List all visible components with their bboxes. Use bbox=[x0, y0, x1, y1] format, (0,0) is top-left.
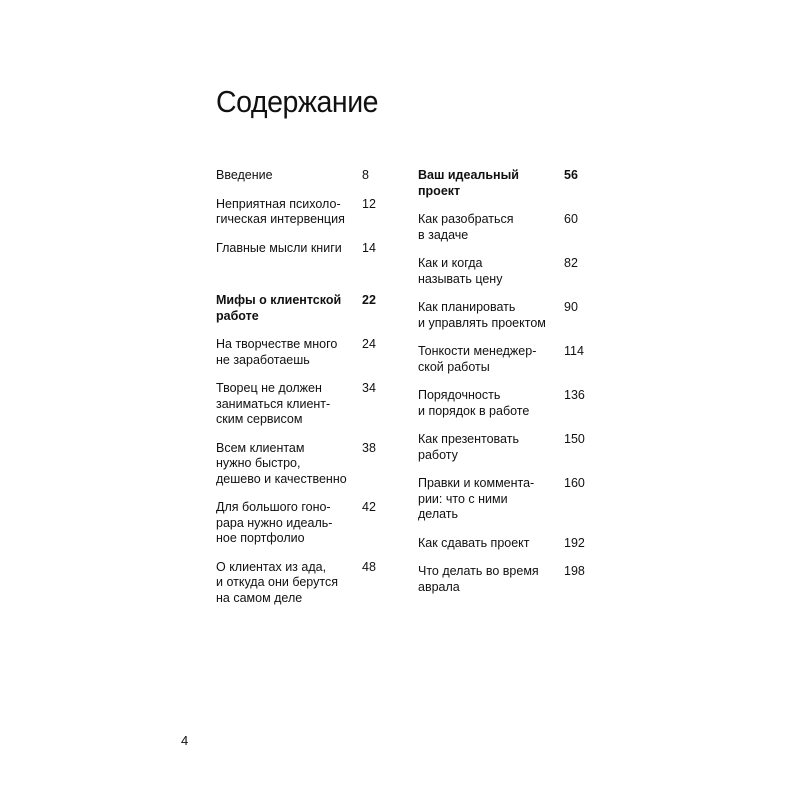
toc-entry-title: Введение bbox=[216, 168, 273, 182]
toc-entry bbox=[216, 441, 378, 488]
toc-entry bbox=[216, 241, 378, 257]
toc-entry-title: Как сдавать проект bbox=[418, 535, 530, 550]
toc-entry bbox=[216, 560, 378, 607]
toc-entry-title: На творчестве много не заработаешь bbox=[216, 337, 338, 367]
toc-entry-title: О клиентах из ада, и откуда они берутся на самом деле bbox=[216, 559, 338, 605]
toc-left-column bbox=[216, 168, 378, 606]
toc-entry-title: Как планировать и управлять проектом bbox=[418, 300, 546, 330]
toc-entry-title: Как разобраться в задаче bbox=[418, 212, 514, 242]
toc-entry-page: 8 bbox=[362, 168, 369, 182]
toc-section-title: Мифы о клиентской работе bbox=[216, 293, 342, 323]
toc-entry bbox=[418, 564, 585, 595]
toc-entry-page: 14 bbox=[362, 240, 376, 255]
toc-entry-page: 60 bbox=[564, 212, 578, 226]
toc-entry-page: 192 bbox=[564, 535, 585, 550]
toc-entry bbox=[418, 300, 580, 331]
toc-entry-page: 24 bbox=[362, 337, 376, 351]
toc-entry-title: Как презентовать работу bbox=[418, 432, 519, 462]
toc-entry-page: 34 bbox=[362, 381, 376, 395]
toc-entry-title: Всем клиентам нужно быстро, дешево и качественно bbox=[216, 440, 347, 486]
toc-entry-page: 160 bbox=[564, 476, 585, 490]
toc-entry bbox=[216, 197, 378, 228]
toc-entry-page: 82 bbox=[564, 256, 578, 270]
toc-right-column bbox=[418, 168, 585, 595]
toc-section-title: Ваш идеальный проект bbox=[418, 168, 519, 198]
page-title: Содержание bbox=[216, 83, 379, 119]
toc-entry bbox=[418, 388, 585, 419]
toc-entry-page: 150 bbox=[564, 432, 585, 446]
toc-entry-page: 114 bbox=[564, 344, 584, 358]
toc-entry-page: 38 bbox=[362, 440, 376, 455]
toc-entry-page: 198 bbox=[564, 564, 585, 578]
toc-entry-page: 48 bbox=[362, 559, 376, 574]
toc-entry-title: Неприятная психоло- гическая интервенция bbox=[216, 196, 345, 226]
toc-entry bbox=[216, 381, 378, 428]
toc-entry-title: Для большого гоно- рара нужно идеаль- ное портфолио bbox=[216, 500, 333, 545]
toc-entry-title: Как и когда называть цену bbox=[418, 256, 503, 286]
toc-entry-title: Правки и коммента- рии: что с ними делать bbox=[418, 476, 535, 521]
toc-entry bbox=[418, 535, 585, 552]
toc-entry-page: 42 bbox=[362, 500, 376, 514]
toc-entry bbox=[216, 168, 378, 184]
toc-entry bbox=[418, 344, 584, 375]
toc-section-heading bbox=[216, 293, 378, 324]
toc-entry-title: Порядочность и порядок в работе bbox=[418, 388, 530, 418]
toc-entry-title: Что делать во время аврала bbox=[418, 564, 539, 594]
toc-entry-title: Главные мысли книги bbox=[216, 240, 342, 255]
toc-entry-title: Творец не должен заниматься клиент- ским сервисом bbox=[216, 381, 331, 426]
toc-section-page: 22 bbox=[362, 293, 376, 307]
toc-entry-page: 12 bbox=[362, 196, 376, 211]
toc-entry-title: Тонкости менеджер- ской работы bbox=[418, 344, 537, 374]
toc-entry bbox=[216, 500, 378, 547]
toc-entry bbox=[216, 337, 378, 368]
toc-entry-page: 90 bbox=[564, 300, 578, 314]
page-number: 4 bbox=[181, 733, 189, 748]
toc-entry bbox=[418, 432, 585, 463]
toc-section-page: 56 bbox=[564, 168, 578, 182]
toc-entry-page: 136 bbox=[564, 388, 585, 402]
toc-entry bbox=[418, 256, 580, 287]
toc-entry bbox=[418, 476, 585, 523]
toc-section-heading bbox=[418, 168, 580, 199]
toc-entry bbox=[418, 212, 580, 243]
